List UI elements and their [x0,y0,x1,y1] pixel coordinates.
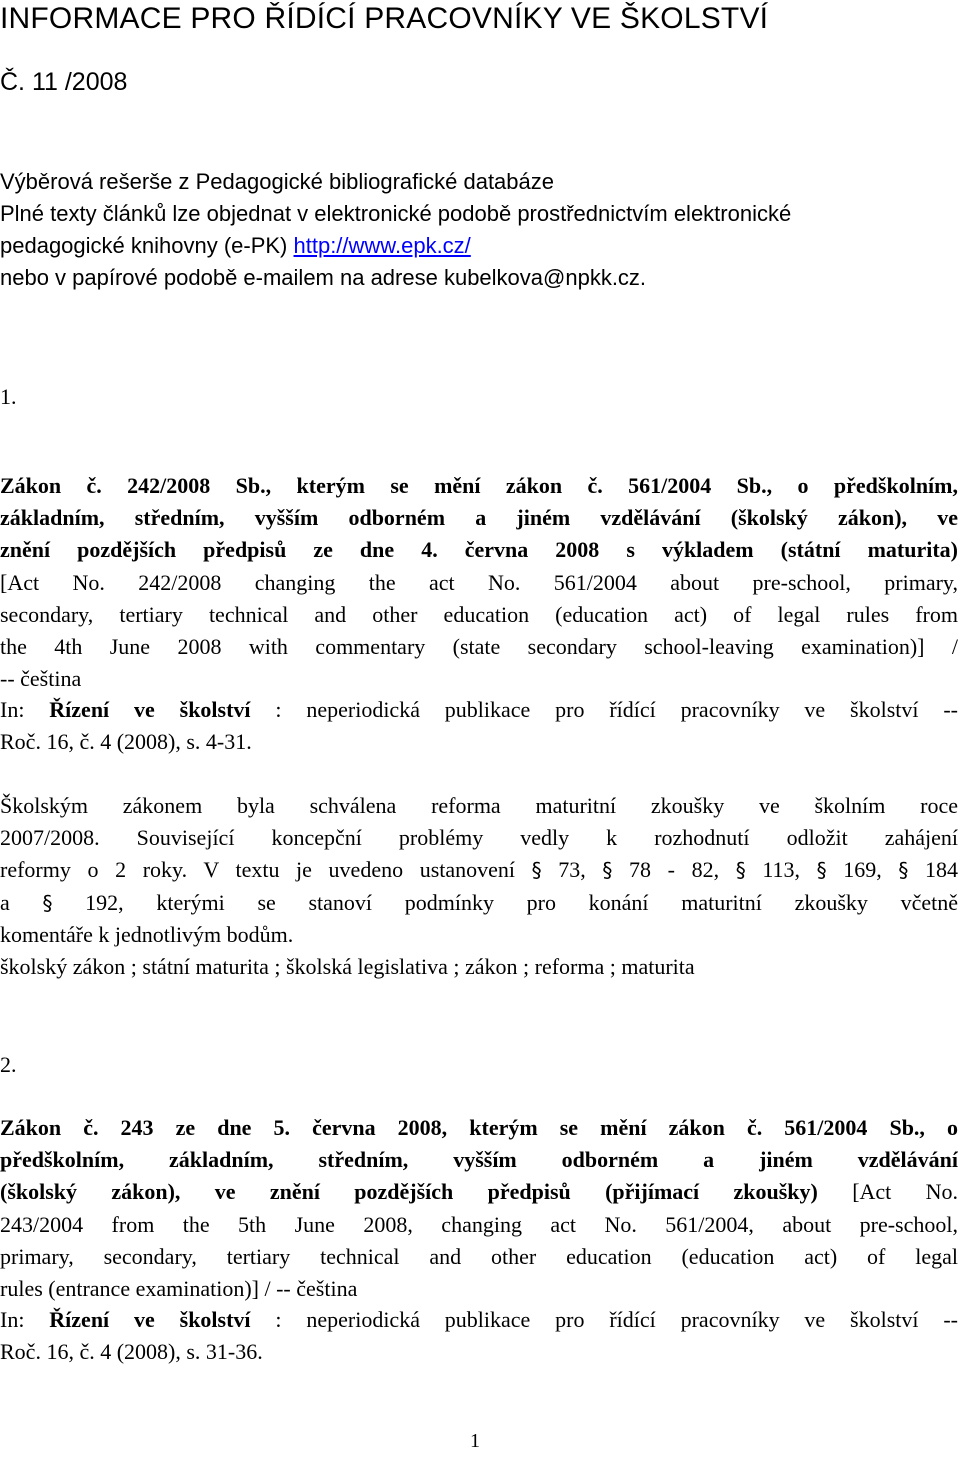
record-text: [Act No. 242/2008 changing the act No. 561/2004 about pre-school, primary, [0,569,958,595]
record-line [0,663,958,695]
source-rest: : neperiodická publikace pro řídící pracovníky ve školství -- [250,1307,958,1332]
section-symbol: § [898,858,909,883]
entry-record [0,1112,958,1305]
abstract-line: a § 192, kterými se stanoví podmínky pro konání maturitní zkoušky včetně [0,889,958,915]
record-line [0,1273,958,1305]
document-title: INFORMACE PRO ŘÍDÍCÍ PRACOVNÍKY VE ŠKOLSTVÍ [0,2,769,35]
source-citation: Roč. 16, č. 4 (2008), s. 4-31. [0,729,252,755]
entry-abstract [0,790,958,951]
source-rest: : neperiodická publikace pro řídící pracovníky ve školství -- [250,697,958,722]
record-title-text: (školský zákon), ve znění pozdějších předpisů (přijímací zkoušky) [0,1179,818,1205]
record-text: rules (entrance examination)] / -- čeština [0,1275,358,1301]
issue-number: Č. 11 /2008 [0,68,128,96]
section-symbol: § [42,890,53,915]
abstract-line: reformy o 2 roky. V textu je uvedeno ustanovení § 73, § 78 - 82, § 113, § 169, § 184 [0,857,958,883]
record-text: -- čeština [0,666,82,692]
entry-number: 1. [0,384,17,409]
source-citation: Roč. 16, č. 4 (2008), s. 31-36. [0,1339,263,1365]
entry-source [0,694,958,758]
source-title: Řízení ve školství [49,697,251,722]
section-symbol: § [531,858,542,883]
record-text: the 4th June 2008 with commentary (state secondary school-leaving examination)] / [0,633,958,659]
record-title-text: Zákon č. 242/2008 Sb., kterým se mění zákon č. 561/2004 Sb., o předškolním, [0,473,958,498]
record-title-text: Zákon č. 243 ze dne 5. června 2008, kterým se mění zákon č. 561/2004 Sb., o [0,1115,958,1140]
record-text: primary, secondary, tertiary technical and other education (education act) of legal [0,1243,958,1269]
abstract-line: komentáře k jednotlivým bodům. [0,921,294,947]
intro-line: Výběrová rešerše z Pedagogické bibliografické databáze [0,169,554,194]
section-symbol: § [602,858,613,883]
intro-line [0,230,791,262]
epk-link[interactable]: http://www.epk.cz/ [293,233,471,258]
record-text: [Act No. [817,1179,958,1205]
keywords: školský zákon ; státní maturita ; školská legislativa ; zákon ; reforma ; maturita [0,954,695,979]
record-line [0,1209,958,1241]
entry-record [0,470,958,695]
source-prefix: In: [0,697,50,722]
abstract-line: 2007/2008. Související koncepční problémy vedly k rozhodnutí odložit zahájení [0,825,958,851]
record-line [0,599,958,631]
section-symbol: § [735,858,746,883]
entry-source [0,1304,958,1368]
source-prefix: In: [0,1307,50,1332]
record-line [0,631,958,663]
record-line [0,1144,958,1176]
intro-block [0,166,791,294]
record-line [0,502,958,534]
record-line [0,567,958,599]
record-line [0,1176,958,1208]
record-title-text: předškolním, základním, středním, vyšším odborném a jiném vzdělávání [0,1147,958,1173]
record-text: secondary, tertiary technical and other education (education act) of legal rules from [0,601,958,627]
intro-line: Plné texty článků lze objednat v elektronické podobě prostřednictvím elektronické [0,201,792,226]
record-title-text: základním, středním, vyšším odborném a jiném vzdělávání (školský zákon), ve [0,505,958,531]
source-title: Řízení ve školství [49,1307,251,1332]
page-number: 1 [470,1430,480,1452]
intro-line: nebo v papírové podobě e-mailem na adrese kubelkova@npkk.cz. [0,265,647,290]
abstract-line: Školským zákonem byla schválena reforma maturitní zkoušky ve školním roce [0,793,958,818]
intro-text: pedagogické knihovny (e-PK) [0,233,294,258]
record-line [0,470,958,502]
section-symbol: § [816,858,827,883]
record-line [0,534,958,566]
record-line [0,1112,958,1144]
entry-number: 2. [0,1052,17,1077]
record-title-text: znění pozdějších předpisů ze dne 4. června 2008 s výkladem (státní maturita) [0,537,958,563]
record-text: 243/2004 from the 5th June 2008, changing act No. 561/2004, about pre-school, [0,1211,958,1237]
record-line [0,1241,958,1273]
